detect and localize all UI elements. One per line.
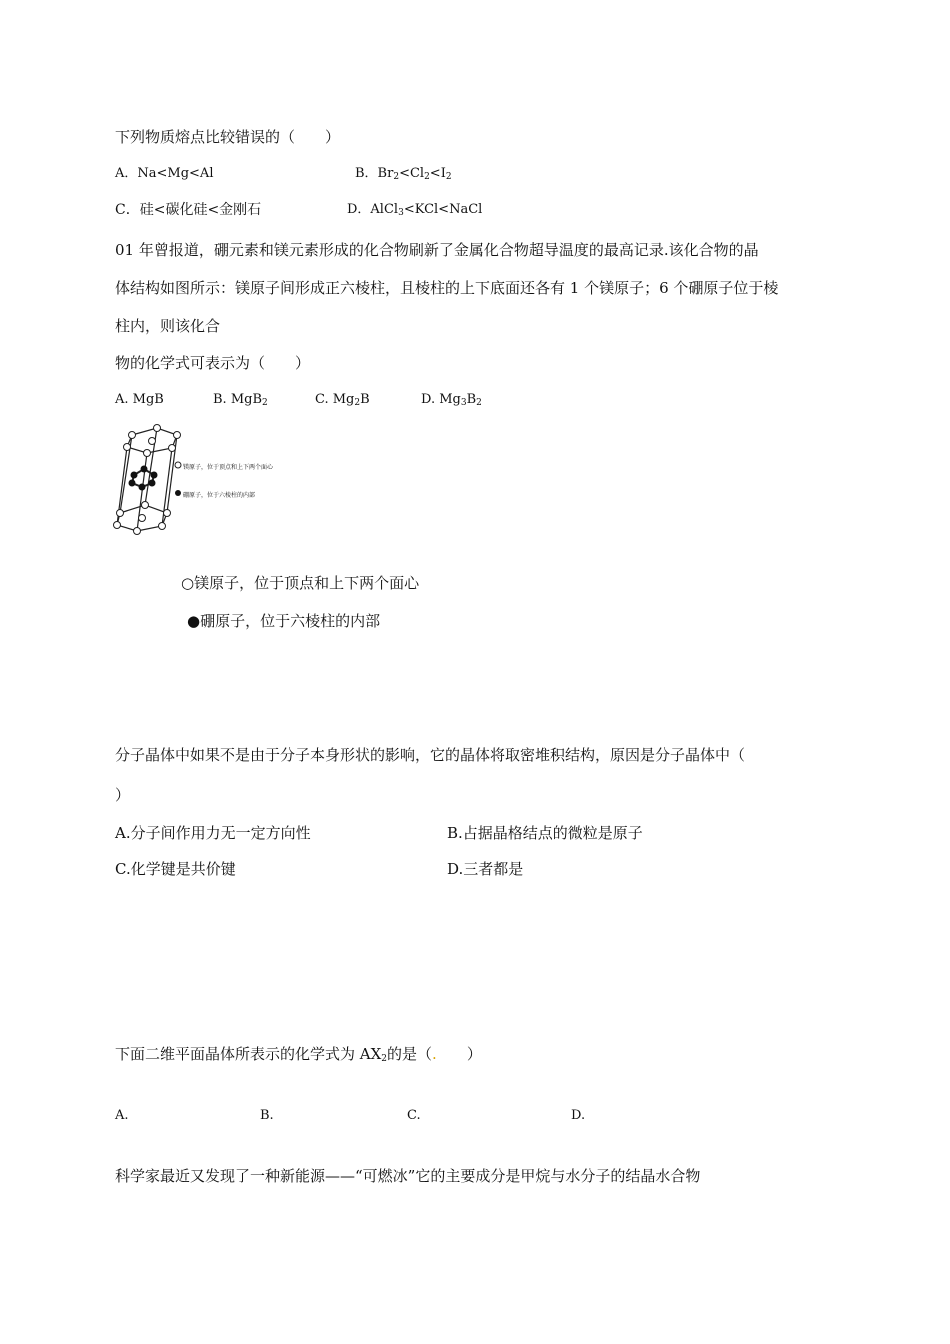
q3-stem-line2: ） [115, 786, 131, 804]
q4-option-c: C. [407, 1108, 421, 1123]
q4-option-b: B. [260, 1108, 274, 1123]
q5-stem-line1: 科学家最近又发现了一种新能源——“可燃冰”它的主要成分是甲烷与水分子的结晶水合物 [115, 1167, 701, 1185]
q4-option-d: D. [571, 1108, 586, 1123]
q2-option-d: D. $Mg_3B_2$ [421, 392, 482, 408]
q1-option-c: C．硅<碳化硅<金刚石 [115, 202, 262, 218]
figure-legend-b: 硼原子，位于六棱柱的内部 [183, 492, 256, 499]
q1-option-d: D．AlCl$_3$<KCl<NaCl [347, 202, 483, 218]
legend-mg-atom: ○镁原子，位于顶点和上下两个面心 [181, 574, 420, 592]
q3-option-a: A.分子间作用力无一定方向性 [115, 824, 311, 842]
legend-b-atom: ●硼原子，位于六棱柱的内部 [187, 612, 381, 630]
q2-stem-line1: 01 年曾报道，硼元素和镁元素形成的化合物刷新了金属化合物超导温度的最高记录.该化合物的晶 [115, 241, 759, 259]
q2-option-c: C. $Mg_2B$ [315, 392, 370, 408]
q3-option-b: B.占据晶格结点的微粒是原子 [447, 824, 643, 842]
figure-legend-mg: 镁原子，位于顶点和上下两个面心 [183, 464, 274, 471]
q1-stem: 下列物质熔点比较错误的（ ） [115, 128, 341, 146]
q1-option-b: B．$Br_2<Cl_2<I_2$ [355, 166, 452, 182]
q4-option-a: A. [115, 1108, 129, 1123]
q2-option-a: A. MgB [115, 392, 164, 407]
q3-option-d: D.三者都是 [447, 860, 524, 878]
q2-stem-line4: 物的化学式可表示为（ ） [115, 354, 311, 372]
q2-stem-line3: 柱内，则该化合 [115, 317, 221, 335]
q4-stem: 下面二维平面晶体所表示的化学式为 $AX_2$的是（. ） [115, 1045, 482, 1064]
q3-option-c: C.化学键是共价键 [115, 860, 236, 878]
q3-stem-line1: 分子晶体中如果不是由于分子本身形状的影响，它的晶体将取密堆积结构，原因是分子晶体中（ [115, 746, 746, 764]
q2-option-b: B. MgB$_2$ [213, 392, 268, 408]
mgb2-crystal-figure [112, 423, 274, 535]
q1-option-a: A．Na<Mg<Al [115, 166, 214, 181]
q2-stem-line2: 体结构如图所示：镁原子间形成正六棱柱，且棱柱的上下底面还各有 1 个镁原子；6 个硼原子位于棱 [115, 279, 779, 297]
